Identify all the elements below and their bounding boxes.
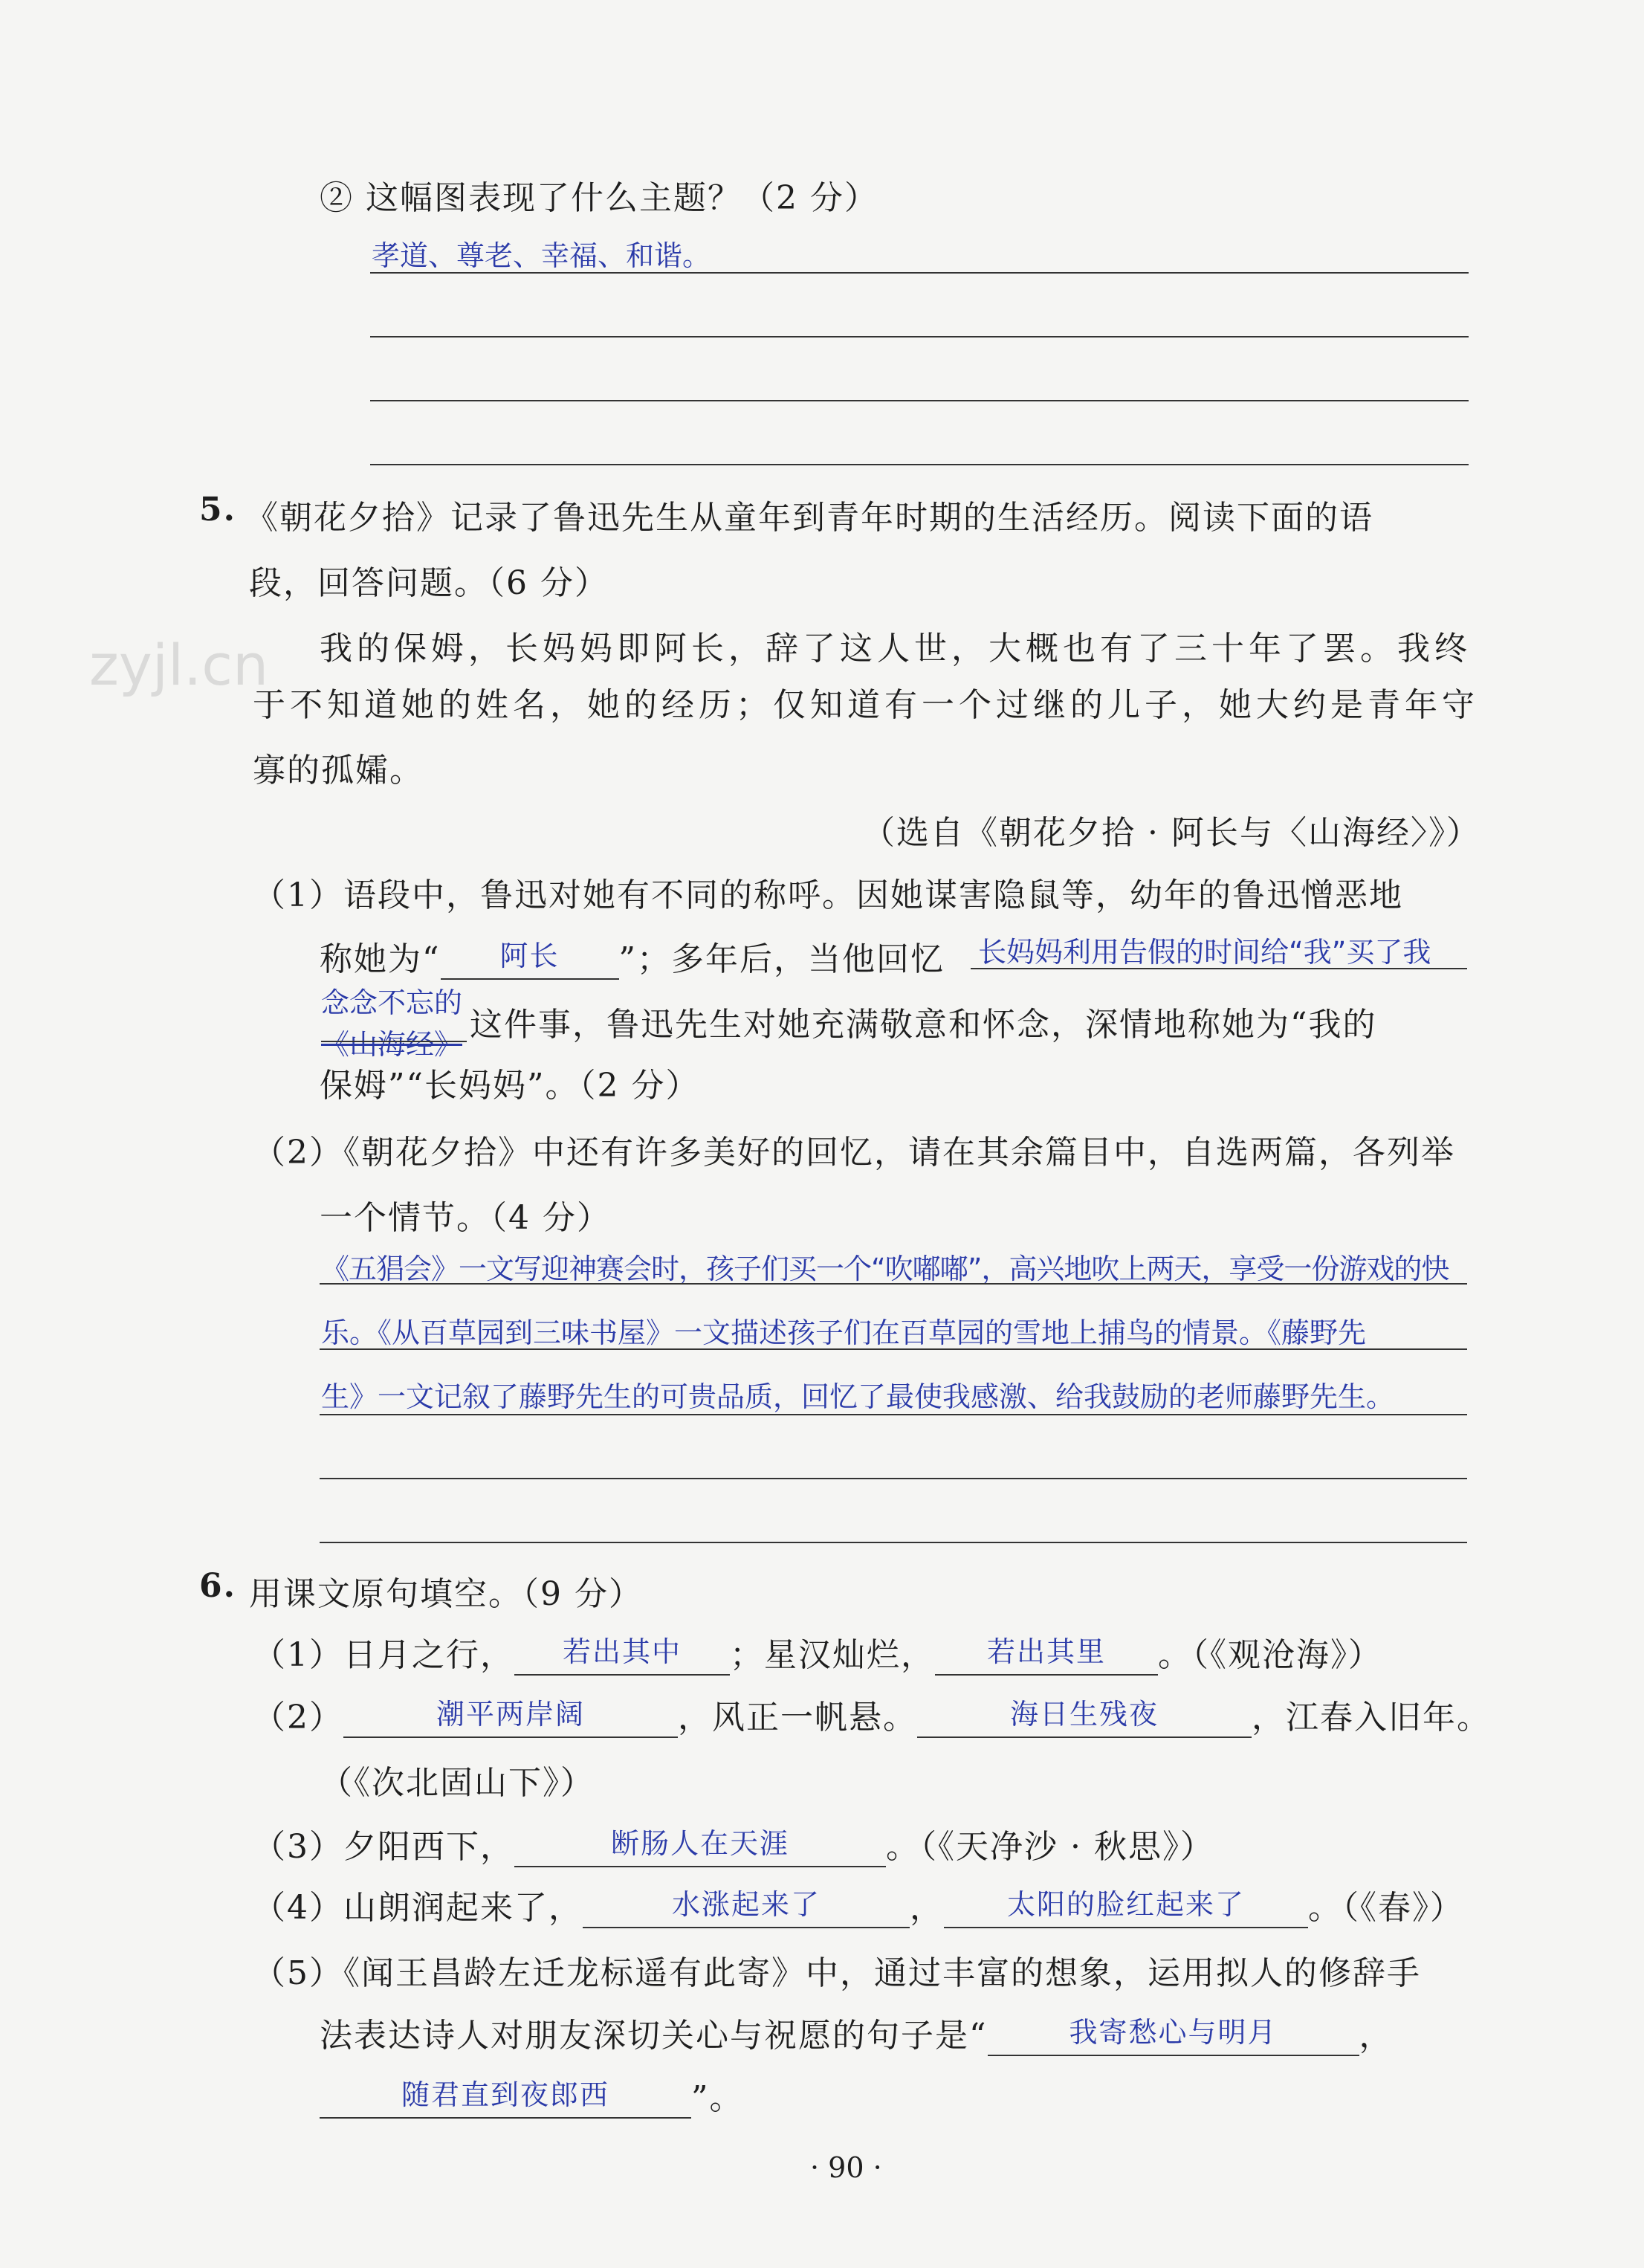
q6-item5-line1: （5）《闻王昌龄左迁龙标遥有此寄》中，通过丰富的想象，运用拟人的修辞手 <box>253 1954 1421 1992</box>
blank[interactable] <box>988 2014 1359 2056</box>
text: （2） <box>253 1699 343 1736</box>
blank[interactable] <box>917 1696 1252 1738</box>
text: ，风正一帆悬。 <box>678 1699 917 1736</box>
q5-number: 5. <box>199 491 236 529</box>
q5-passage-line2: 于不知道她的姓名，她的经历；仅知道有一个过继的儿子，她大约是青年守 <box>253 686 1479 724</box>
q5-intro-line2: 段，回答问题。（6 分） <box>249 564 609 602</box>
q5-passage-line1: 我的保姆，长妈妈即阿长，辞了这人世，大概也有了三十年了罢。我终 <box>320 630 1472 668</box>
page-number: · 90 · <box>810 2151 882 2184</box>
q6-item4 <box>253 1881 1464 1928</box>
q5-p1-line2 <box>320 932 945 980</box>
blank-answer: 太阳的脸红起来了 <box>1006 1888 1245 1921</box>
q5-intro-line1: 《朝花夕拾》记录了鲁迅先生从童年到青年时期的生活经历。阅读下面的语 <box>245 499 1373 537</box>
blank[interactable] <box>583 1886 910 1928</box>
q6-item2 <box>253 1690 1491 1738</box>
text: （1）日月之行， <box>253 1636 514 1674</box>
blank-2-line[interactable] <box>971 968 1467 969</box>
blank-1[interactable] <box>441 937 619 980</box>
blank-answer: 若出其中 <box>562 1635 682 1668</box>
answer-line[interactable] <box>320 1478 1467 1479</box>
blank-answer: 随君直到夜郎西 <box>401 2078 609 2111</box>
text: （4）山朗润起来了， <box>253 1889 583 1927</box>
q5-p2-answer-line2: 乐。《从百草园到三味书屋》一文描述孩子们在百草园的雪地上捕鸟的情景。《藤野先 <box>321 1316 1367 1349</box>
answer-line[interactable] <box>370 464 1469 465</box>
blank-answer: 断肠人在天涯 <box>610 1827 789 1860</box>
text: 。（《春》） <box>1308 1889 1464 1927</box>
answer-line[interactable] <box>320 1283 1467 1285</box>
q5-p2-line2: 一个情节。（4 分） <box>320 1199 611 1237</box>
text: 。（《观沧海》） <box>1158 1636 1382 1674</box>
q6-title: 用课文原句填空。（9 分） <box>249 1575 643 1613</box>
q6-item3 <box>253 1820 1214 1867</box>
blank-1-answer: 阿长 <box>499 940 560 972</box>
text: 。（《天净沙 · 秋思》） <box>886 1828 1214 1866</box>
q6-item1 <box>253 1628 1382 1676</box>
blank-2-answer-line2b: 《山海经》 <box>321 1028 463 1061</box>
blank-2-line-cont[interactable] <box>321 1041 467 1042</box>
blank[interactable] <box>944 1886 1308 1928</box>
answer-line[interactable] <box>320 1348 1467 1350</box>
text: 法表达诗人对朋友深切关心与祝愿的句子是“ <box>320 2017 988 2055</box>
answer-line[interactable] <box>370 336 1469 337</box>
watermark: zyjl.cn <box>89 632 269 698</box>
answer-line[interactable] <box>320 1414 1467 1415</box>
blank-2-answer-line2a: 念念不忘的 <box>321 986 463 1019</box>
text: ， <box>910 1889 944 1927</box>
q6-item2-source: （《次北固山下》） <box>320 1764 595 1802</box>
blank[interactable] <box>320 2076 691 2119</box>
q6-item5-line2 <box>320 2009 1394 2056</box>
blank[interactable] <box>343 1696 678 1738</box>
q5-source: （选自《朝花夕拾 · 阿长与〈山海经〉》） <box>862 814 1480 852</box>
text: ”；多年后，当他回忆 <box>618 940 945 978</box>
blank-2-answer-line1: 长妈妈利用告假的时间给“我”买了我 <box>978 936 1431 969</box>
answer-line[interactable] <box>320 1542 1467 1543</box>
text: ，江春入旧年。 <box>1252 1699 1491 1736</box>
q5-p1-line4: 保姆”“长妈妈”。（2 分） <box>320 1067 700 1105</box>
answer-line[interactable] <box>370 272 1469 274</box>
blank[interactable] <box>514 1825 886 1867</box>
text: ， <box>1359 2017 1394 2055</box>
q5-p1-line1: （1）语段中，鲁迅对她有不同的称呼。因她谋害隐鼠等，幼年的鲁迅憎恶地 <box>253 876 1403 914</box>
q5-passage-line3: 寡的孤孀。 <box>253 752 424 789</box>
q4-sub2-question: ② 这幅图表现了什么主题？（2 分） <box>320 179 878 217</box>
blank-answer: 潮平两岸阔 <box>436 1698 585 1731</box>
q6-item5-line3 <box>320 2071 744 2119</box>
blank[interactable] <box>935 1633 1158 1676</box>
blank-answer: 水涨起来了 <box>671 1888 821 1921</box>
q6-number: 6. <box>199 1567 236 1605</box>
blank-answer: 我寄愁心与明月 <box>1069 2016 1278 2049</box>
q5-p1-line3: 这件事，鲁迅先生对她充满敬意和怀念，深情地称她为“我的 <box>470 1006 1377 1044</box>
text: 称她为“ <box>320 940 441 978</box>
q5-p2-answer-line3: 生》一文记叙了藤野先生的可贵品质，回忆了最使我感激、给我鼓励的老师藤野先生。 <box>321 1380 1395 1413</box>
blank-answer: 海日生残夜 <box>1009 1698 1159 1731</box>
q5-p2-answer-line1: 《五猖会》一文写迎神赛会时，孩子们买一个“吹嘟嘟”，高兴地吹上两天，享受一份游戏的快 <box>321 1253 1449 1285</box>
blank-answer: 若出其里 <box>986 1635 1106 1668</box>
text: ”。 <box>691 2079 744 2117</box>
q4-sub2-answer: 孝道、尊老、幸福、和谐。 <box>372 239 711 272</box>
text: ；星汉灿烂， <box>730 1636 935 1674</box>
blank[interactable] <box>514 1633 730 1676</box>
answer-line[interactable] <box>370 400 1469 401</box>
text: （3）夕阳西下， <box>253 1828 514 1866</box>
q5-p2-line1: （2）《朝花夕拾》中还有许多美好的回忆，请在其余篇目中，自选两篇，各列举 <box>253 1134 1455 1172</box>
